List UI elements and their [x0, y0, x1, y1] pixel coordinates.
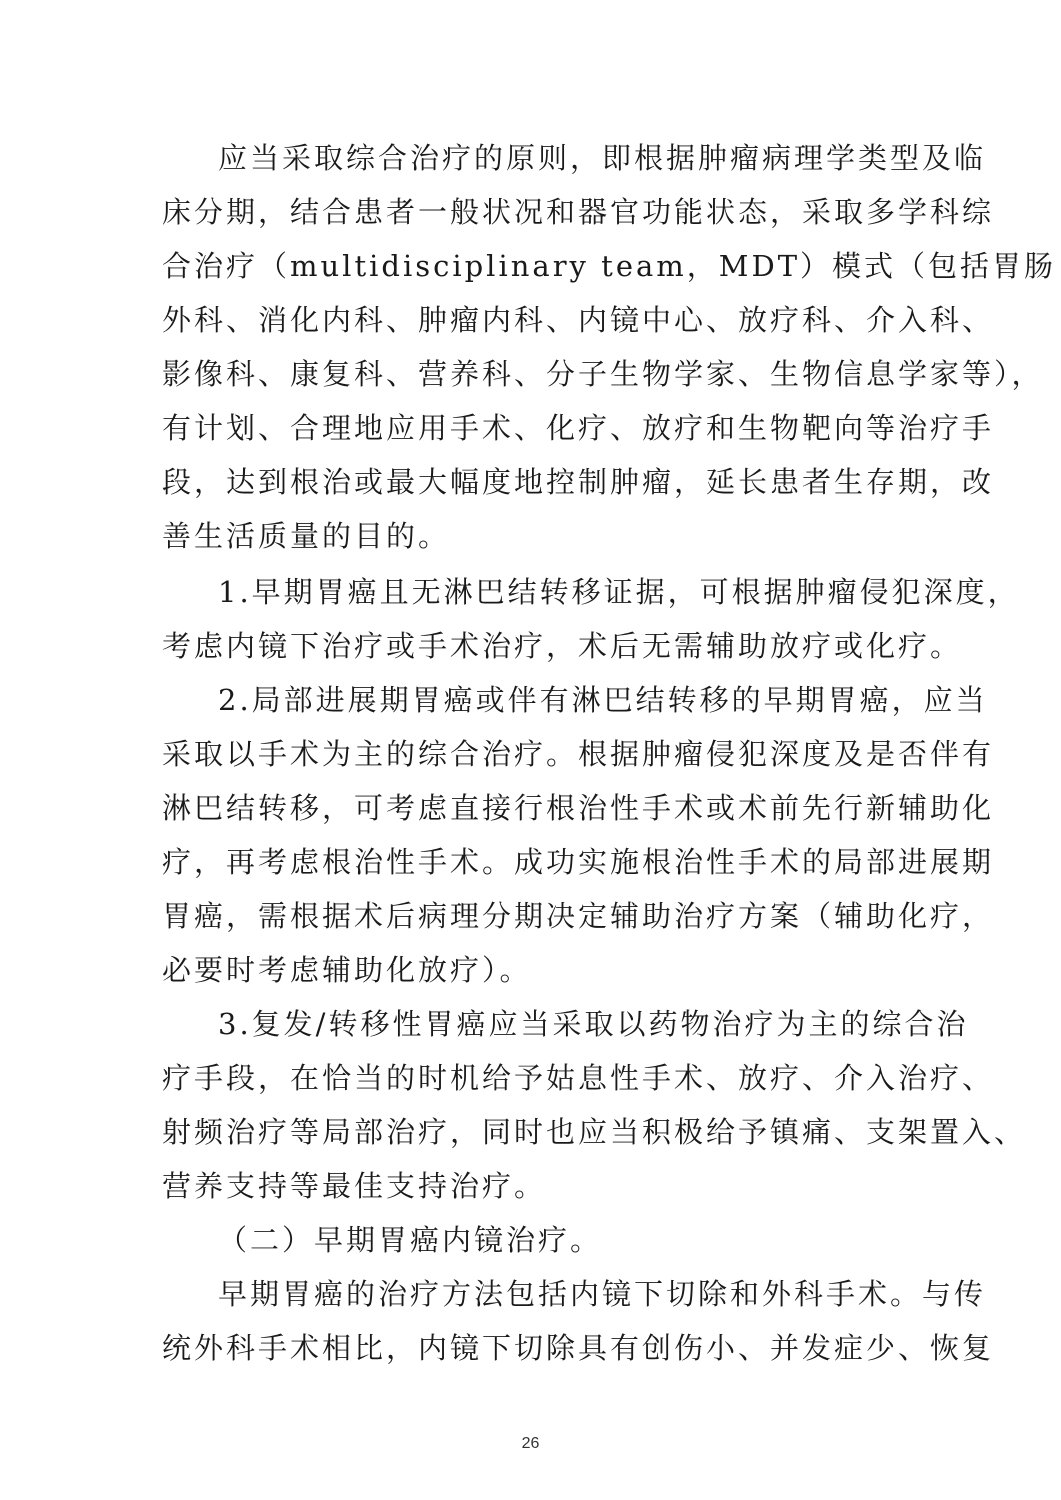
paragraph-line: 早期胃癌的治疗方法包括内镜下切除和外科手术。与传: [218, 1277, 987, 1311]
list-item-line: 考虑内镜下治疗或手术治疗，术后无需辅助放疗或化疗。: [162, 629, 963, 663]
list-item-line: 必要时考虑辅助化放疗）。: [162, 953, 532, 987]
list-item-line: 疗，再考虑根治性手术。成功实施根治性手术的局部进展期: [162, 845, 995, 879]
paragraph-line: 床分期，结合患者一般状况和器官功能状态，采取多学科综: [162, 195, 995, 229]
paragraph-line: 段，达到根治或最大幅度地控制肿瘤，延长患者生存期，改: [162, 465, 995, 499]
paragraph-line: 有计划、合理地应用手术、化疗、放疗和生物靶向等治疗手: [162, 411, 995, 445]
section-heading: （二）早期胃癌内镜治疗。: [218, 1223, 603, 1257]
paragraph-line: 合治疗（multidisciplinary team，MDT）模式（包括胃肠: [162, 249, 1057, 283]
paragraph-line: 应当采取综合治疗的原则，即根据肿瘤病理学类型及临: [218, 141, 987, 175]
list-item-line: 营养支持等最佳支持治疗。: [162, 1169, 547, 1203]
page-number: 26: [521, 1435, 540, 1452]
paragraph-line: 善生活质量的目的。: [162, 519, 451, 553]
list-item-line: 淋巴结转移，可考虑直接行根治性手术或术前先行新辅助化: [162, 791, 995, 825]
list-item-line: 疗手段，在恰当的时机给予姑息性手术、放疗、介入治疗、: [162, 1061, 995, 1095]
list-item-line: 1.早期胃癌且无淋巴结转移证据，可根据肿瘤侵犯深度，: [218, 575, 1020, 609]
list-item-line: 射频治疗等局部治疗，同时也应当积极给予镇痛、支架置入、: [162, 1115, 1027, 1149]
list-item-line: 2.局部进展期胃癌或伴有淋巴结转移的早期胃癌，应当: [218, 683, 988, 717]
paragraph-line: 外科、消化内科、肿瘤内科、内镜中心、放疗科、介入科、: [162, 303, 995, 337]
paragraph-line: 影像科、康复科、营养科、分子生物学家、生物信息学家等），: [162, 357, 1044, 391]
list-item-line: 3.复发/转移性胃癌应当采取以药物治疗为主的综合治: [218, 1007, 969, 1041]
list-item-line: 采取以手术为主的综合治疗。根据肿瘤侵犯深度及是否伴有: [162, 737, 995, 771]
list-item-line: 胃癌，需根据术后病理分期决定辅助治疗方案（辅助化疗，: [162, 899, 995, 933]
paragraph-line: 统外科手术相比，内镜下切除具有创伤小、并发症少、恢复: [162, 1331, 995, 1365]
